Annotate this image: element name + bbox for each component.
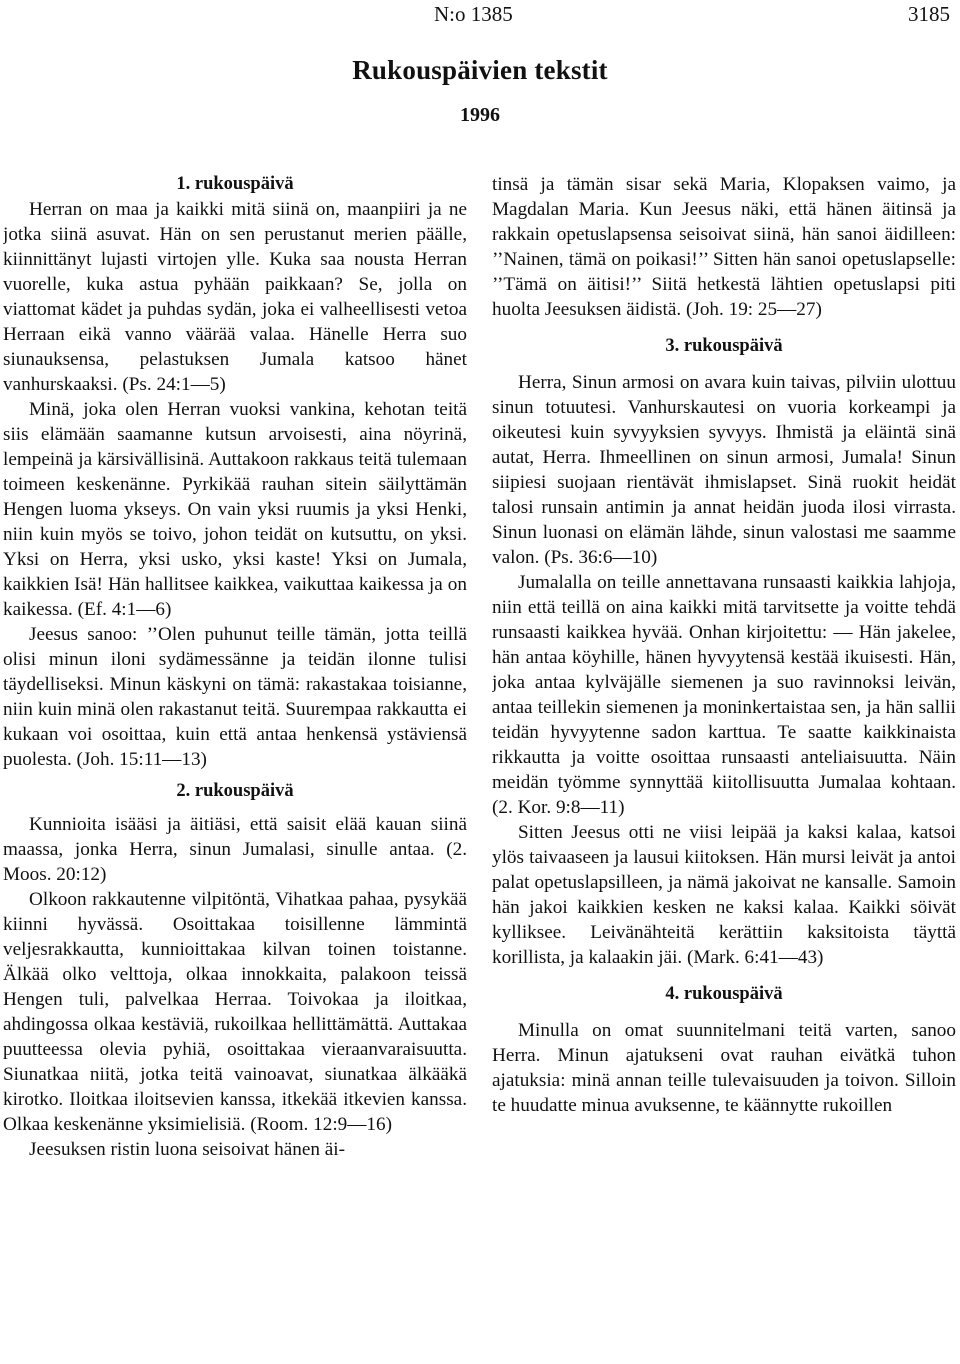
paragraph: Minä, joka olen Herran vuoksi vankina, kehotan teitä siis elämään saamanne kutsun arvoisesti, aina nöyrinä, lempeinä ja kärsivällisinä. Auttakoon rakkaus teitä tulemaan toimeen keskenänne. Pyrkikää rauhan sitein säilyttämän Hengen luoma ykseys. On vain yksi ruumis ja yksi Henki, niin kuin myös se toivo, johon teidät on kutsuttu, on yksi. Yksi on Herra, yksi usko, yksi kaste! Yksi on Jumala, kaikkien Isä! Hän hallitsee kaikkea, vaikuttaa kaikessa ja on kaikessa. (Ef. 4:1—6) bbox=[3, 399, 467, 620]
right-column bbox=[492, 172, 956, 1364]
left-column bbox=[3, 172, 467, 1364]
document-year: 1996 bbox=[460, 104, 500, 126]
section-heading-day-2: 2. rukouspäivä bbox=[176, 781, 294, 801]
issue-number: N:o 1385 bbox=[434, 2, 513, 26]
paragraph: Herra, Sinun armosi on avara kuin taivas, pilviin ulottuu sinun totuutesi. Vanhurskautesi on vuoria korkeampi ja oikeutesi kuin syvyyksien syvyys. Ihmistä ja eläintä sinä autat, Herra. Ihmeellinen on sinun armosi, Jumala! Sinun siipiesi suojaan rientävät ihmislapset. Sinä ruokit heidät talosi runsain antimin ja annat heidän juoda ilosi virrasta. Sinun luonasi on elämän lähde, sinun valostasi me saamme valon. (Ps. 36:6—10) bbox=[492, 372, 956, 568]
paragraph: Sitten Jeesus otti ne viisi leipää ja kaksi kalaa, katsoi ylös taivaaseen ja lausui kiitoksen. Hän mursi leivät ja antoi palat opetuslapsilleen, ja nämä jakoivat ne kansalle. Samoin hän jakoi kaikkien kesken ne kaksi kalaa. Kaikki söivät kylliksee. Leivänähteitä kerättiin kaksitoista täyttä korillista, ja kalaakin jäi. (Mark. 6:41—43) bbox=[492, 822, 956, 968]
paragraph: Jumalalla on teille annettavana runsaasti kaikkia lahjoja, niin että teillä on aina kaikki mitä tarvitsette ja voitte tehdä runsaasti kaikkea hyvää. Onhan kirjoitettu: — Hän jakelee, hän antaa köyhille, hänen hyvyytensä kestää ikuisesti. Hän, joka antaa kylväjälle siemenen ja suo ravinnoksi leivän, antaa teillekin siemenen ja moninkertaistaa sen, ja hän sallii teidän hyvyytenne sadon karttua. Te saatte kaikkinaista rikkautta ja voitte osoittaa runsaasti anteliaisuutta. Näin meidän työmme synnyttää kiitollisuutta Jumalaa kohtaan. (2. Kor. 9:8—11) bbox=[492, 572, 956, 818]
document-title: Rukouspäivien tekstit bbox=[352, 55, 608, 85]
paragraph: Jeesuksen ristin luona seisoivat hänen äi- bbox=[29, 1139, 345, 1160]
paragraph: Herran on maa ja kaikki mitä siinä on, maanpiiri ja ne jotka siinä asuvat. Hän on sen perustanut merien päälle, kiinnittänyt lujasti virtojen ylle. Kuka saa nousta Herran vuorelle, kuka astua pyhään paikkaan? Se, jolla on viattomat kädet ja puhdas sydän, joka ei valheellisesti vetoa Herraan eikä vanno väärää valaa. Hänelle Herra suo siunauksensa, pelastuksen Jumala katsoo hänet vanhurskaaksi. (Ps. 24:1—5) bbox=[3, 199, 467, 395]
paragraph: Minulla on omat suunnitelmani teitä varten, sanoo Herra. Minun ajatukseni ovat rauhan eivätkä tuhon ajatuksia: minä annan teille tulevaisuuden ja toivon. Silloin te huudatte minua avuksenne, te käännytte rukoillen bbox=[492, 1020, 956, 1116]
paragraph: Jeesus sanoo: ’’Olen puhunut teille tämän, jotta teillä olisi minun iloni sydämessänne ja teidän ilonne tulisi täydelliseksi. Minun käskyni on tämä: rakastakaa toisianne, niin kuin minä olen rakastanut teitä. Suurempaa rakkautta ei kukaan voi osoittaa, kuin että antaa henkensä ystäviensä puolesta. (Joh. 15:11—13) bbox=[3, 624, 467, 770]
page-header bbox=[0, 0, 960, 30]
page-number: 3185 bbox=[908, 2, 950, 26]
section-heading-day-3: 3. rukouspäivä bbox=[665, 336, 783, 356]
paragraph: Olkoon rakkautenne vilpitöntä, Vihatkaa pahaa, pysykää kiinni hyvässä. Osoittakaa toisillenne lämmintä veljesrakkautta, kunnioittakaa kilvan toinen toistanne. Älkää olko velttoja, olkaa innokkaita, palakoon teissä Hengen tuli, palvelkaa Herraa. Toivokaa ja iloitkaa, ahdingossa olkaa kestäviä, rukoilkaa hellittämättä. Auttakaa puutteessa olevia pyhiä, osoittakaa vieraanvaraisuutta. Siunatkaa niitä, jotka teitä vainoavat, siunatkaa älkääkä kirotko. Iloitkaa iloitsevien kanssa, itkekää itkevien kanssa. Olkaa keskenänne yksimielisiä. (Room. 12:9—16) bbox=[3, 889, 467, 1135]
section-heading-day-1: 1. rukouspäivä bbox=[176, 174, 294, 194]
paragraph-continued: tinsä ja tämän sisar sekä Maria, Klopaksen vaimo, ja Magdalan Maria. Kun Jeesus näki, että hänen äitinsä ja rakkain opetuslapsensa seisoivat siinä, hän sanoi äidilleen: ’’Nainen, tämä on poikasi!’’ Sitten hän sanoi opetuslapselle: ’’Tämä on äitisi!’’ Siitä hetkestä lähtien opetuslapsi piti huolta Jeesuksen äidistä. (Joh. 19: 25—27) bbox=[492, 174, 956, 320]
paragraph: Kunnioita isääsi ja äitiäsi, että saisit elää kauan siinä maassa, jonka Herra, sinun Jumalasi, sinulle antaa. (2. Moos. 20:12) bbox=[3, 814, 467, 885]
section-heading-day-4: 4. rukouspäivä bbox=[665, 984, 783, 1004]
